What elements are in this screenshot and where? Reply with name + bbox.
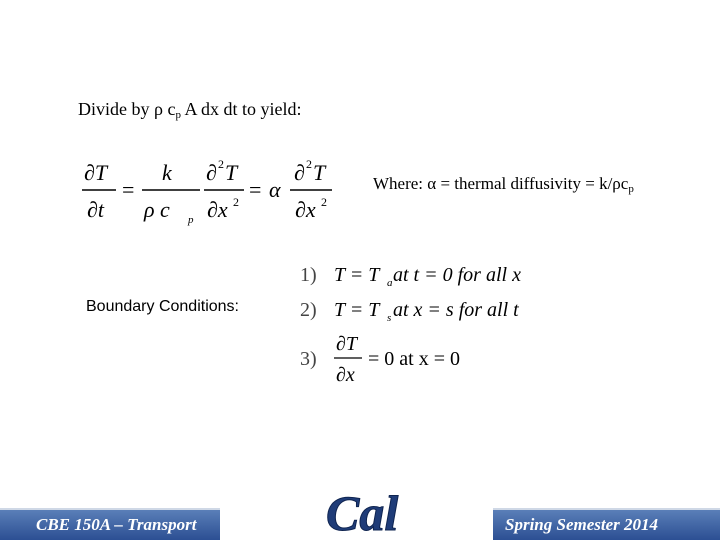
intro-rho: ρ bbox=[154, 99, 163, 119]
eq-sup2-c: 2 bbox=[306, 157, 312, 171]
eq-d2-a: ∂ bbox=[206, 160, 217, 185]
eq-lhs-num: ∂T bbox=[84, 160, 108, 185]
bc1-sub: a bbox=[387, 277, 393, 289]
cal-logo bbox=[326, 484, 402, 540]
bc2-text-a: T = T bbox=[334, 299, 380, 321]
eq-equals-2: = bbox=[249, 177, 262, 202]
heat-equation bbox=[78, 150, 348, 230]
intro-before: Divide by bbox=[78, 99, 154, 119]
eq-alpha: α bbox=[269, 177, 281, 202]
boundary-conditions bbox=[296, 255, 566, 390]
cal-logo-text: Cal bbox=[326, 485, 399, 540]
bc3-frac-den: ∂x bbox=[336, 364, 355, 386]
intro-sub-p: p bbox=[175, 109, 181, 121]
where-middle: = thermal diffusivity = k/ bbox=[436, 174, 613, 193]
eq-equals-1: = bbox=[122, 177, 135, 202]
where-rho: ρ bbox=[612, 174, 621, 193]
bc1-text-a: T = T bbox=[334, 264, 380, 286]
bc2-text-b: at x = s for all t bbox=[393, 299, 519, 321]
bc3-frac-num: ∂T bbox=[336, 333, 358, 355]
bc1-number: 1) bbox=[300, 264, 317, 286]
intro-text bbox=[78, 99, 302, 121]
eq-sub-p: p bbox=[188, 214, 194, 226]
eq-T-a: T bbox=[225, 160, 238, 185]
boundary-conditions-label: Boundary Conditions: bbox=[86, 298, 239, 315]
footer-semester-bar bbox=[493, 510, 720, 540]
where-prefix: Where: bbox=[373, 174, 428, 193]
footer-course-bar bbox=[0, 510, 220, 540]
eq-T-b: T bbox=[313, 160, 326, 185]
where-text bbox=[373, 174, 634, 195]
eq-sup2-a: 2 bbox=[218, 157, 224, 171]
where-alpha: α bbox=[427, 174, 437, 193]
eq-dx-a: ∂x bbox=[207, 197, 228, 222]
bc1-text-b: at t = 0 for all x bbox=[393, 264, 521, 286]
where-c: c bbox=[620, 174, 629, 193]
eq-dx-b: ∂x bbox=[295, 197, 316, 222]
bc2-number: 2) bbox=[300, 299, 317, 321]
bc3-number: 3) bbox=[300, 348, 317, 370]
eq-d2-b: ∂ bbox=[294, 160, 305, 185]
intro-after: A dx dt to yield: bbox=[180, 99, 302, 119]
eq-sup2-b: 2 bbox=[233, 195, 239, 209]
where-sub-p: p bbox=[628, 183, 634, 195]
eq-k: k bbox=[162, 160, 172, 185]
intro-c: c bbox=[162, 99, 176, 119]
footer-semester-text: Spring Semester 2014 bbox=[505, 515, 659, 534]
eq-lhs-den: ∂t bbox=[87, 197, 104, 222]
bc3-text: = 0 at x = 0 bbox=[368, 348, 460, 370]
footer-course-text: CBE 150A – Transport bbox=[36, 515, 197, 534]
eq-rho-c: ρ c bbox=[144, 197, 170, 222]
bc2-sub: s bbox=[387, 312, 392, 324]
eq-sup2-d: 2 bbox=[321, 195, 327, 209]
